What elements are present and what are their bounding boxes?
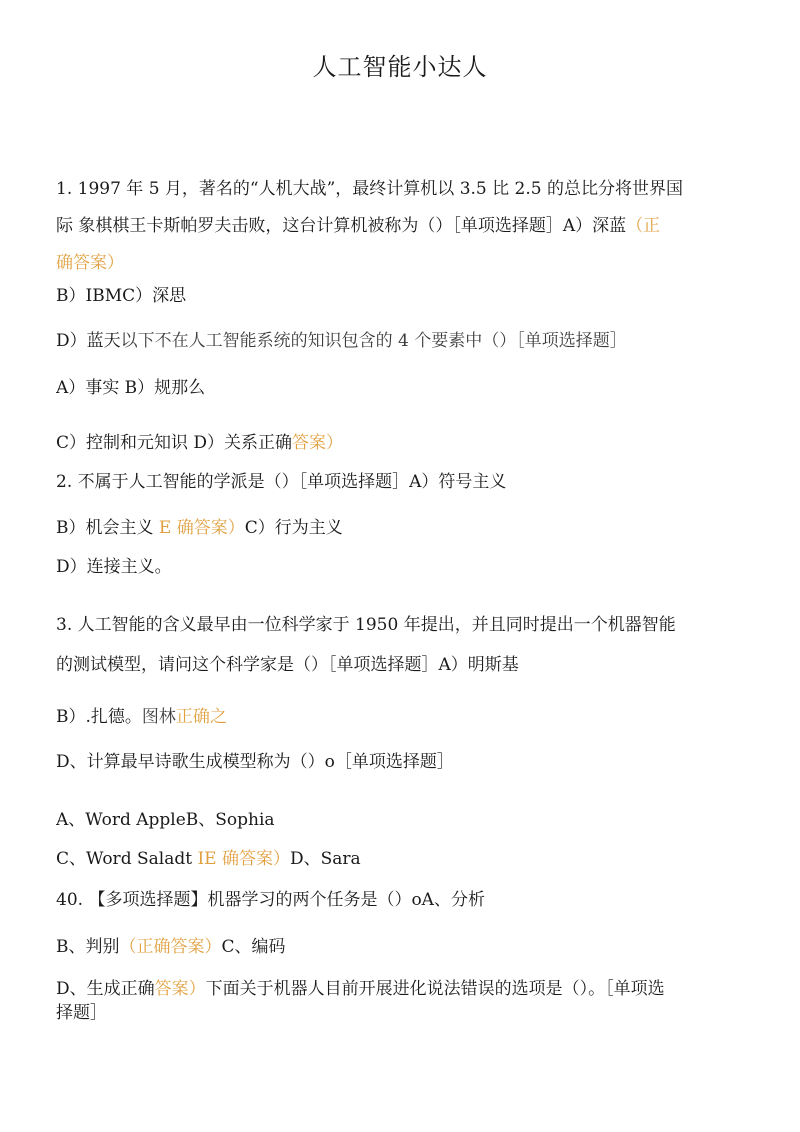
- correct-answer-mark: 确答案）: [56, 253, 124, 273]
- correct-answer-mark: E 确答案）: [158, 518, 245, 538]
- question-4-text: D、计算最早诗歌生成模型称为（）o［单项选择题］: [56, 752, 454, 772]
- question-40-next-line-2: 择题］: [56, 1003, 107, 1023]
- next-question-stem: 下面关于机器人目前开展进化说法错误的选项是（）。［单项选: [205, 979, 665, 999]
- option-b-text: B）.扎德。: [56, 707, 142, 727]
- option-c-text: C、编码: [221, 937, 286, 957]
- question-3-text-line-1: 3. 人工智能的含义最早由一位科学家于 1950 年提出，并且同时提出一个机器智能: [56, 615, 676, 635]
- option-b-text: B、判别: [56, 937, 120, 957]
- question-40-options-line: [56, 935, 746, 959]
- option-d-text: D）蓝天: [56, 331, 121, 351]
- option-c-text: C）行为主义: [244, 518, 343, 538]
- question-40-next-line-1: [56, 977, 746, 1001]
- correct-answer-mark: IE 确答案）: [197, 849, 290, 869]
- options-text: C）控制和元知识 D）关系正确: [56, 433, 293, 453]
- option-d-text: D、生成正确: [56, 979, 155, 999]
- option-d-text: D、Sara: [289, 849, 361, 869]
- correct-answer-mark: （正: [626, 216, 661, 236]
- question-2-options-line-2: D）连接主义。: [56, 557, 172, 577]
- correct-answer-mark: 答案）: [292, 433, 344, 453]
- correct-answer-mark: 答案）: [154, 979, 206, 999]
- question-40-text: 40. 【多项选择题】机器学习的两个任务是（）oA、分析: [56, 890, 485, 910]
- question-3-options-line: [56, 705, 746, 729]
- question-1-stem: 际 象棋棋王卡斯帕罗夫击败，这台计算机被称为（）［单项选择题］A）深蓝: [56, 216, 627, 236]
- question-1-options-line: B）IBMC）深思: [56, 286, 187, 306]
- question-1b-options-line-2: [56, 431, 746, 455]
- option-c-text: 图林: [141, 707, 176, 727]
- question-1b-stem: 以下不在人工智能系统的知识包含的 4 个要素中（）［单项选择题］: [120, 331, 627, 351]
- option-b-text: B）机会主义: [56, 518, 159, 538]
- option-c-text: C、Word Saladt: [56, 849, 198, 869]
- question-1-text-line-2: [56, 214, 746, 238]
- question-2-text: 2. 不属于人工智能的学派是（）［单项选择题］A）符号主义: [56, 472, 507, 492]
- question-1b-line: [56, 329, 746, 353]
- question-1b-options-line-1: A）事实 B）规那么: [56, 378, 206, 398]
- page-title: 人工智能小达人: [312, 53, 488, 81]
- question-1-text-line-1: 1. 1997 年 5 月，著名的“人机大战”，最终计算机以 3.5 比 2.5 的总比分将世界国: [56, 179, 683, 199]
- correct-answer-mark: 正确之: [175, 707, 227, 727]
- question-4-options-line-1: A、Word AppleB、Sophia: [56, 810, 275, 830]
- question-4-options-line-2: [56, 847, 746, 871]
- question-3-text-line-2: 的测试模型，请问这个科学家是（）［单项选择题］A）明斯基: [56, 655, 519, 675]
- question-2-options-line-1: [56, 516, 746, 540]
- correct-answer-mark: （正确答案）: [119, 937, 222, 957]
